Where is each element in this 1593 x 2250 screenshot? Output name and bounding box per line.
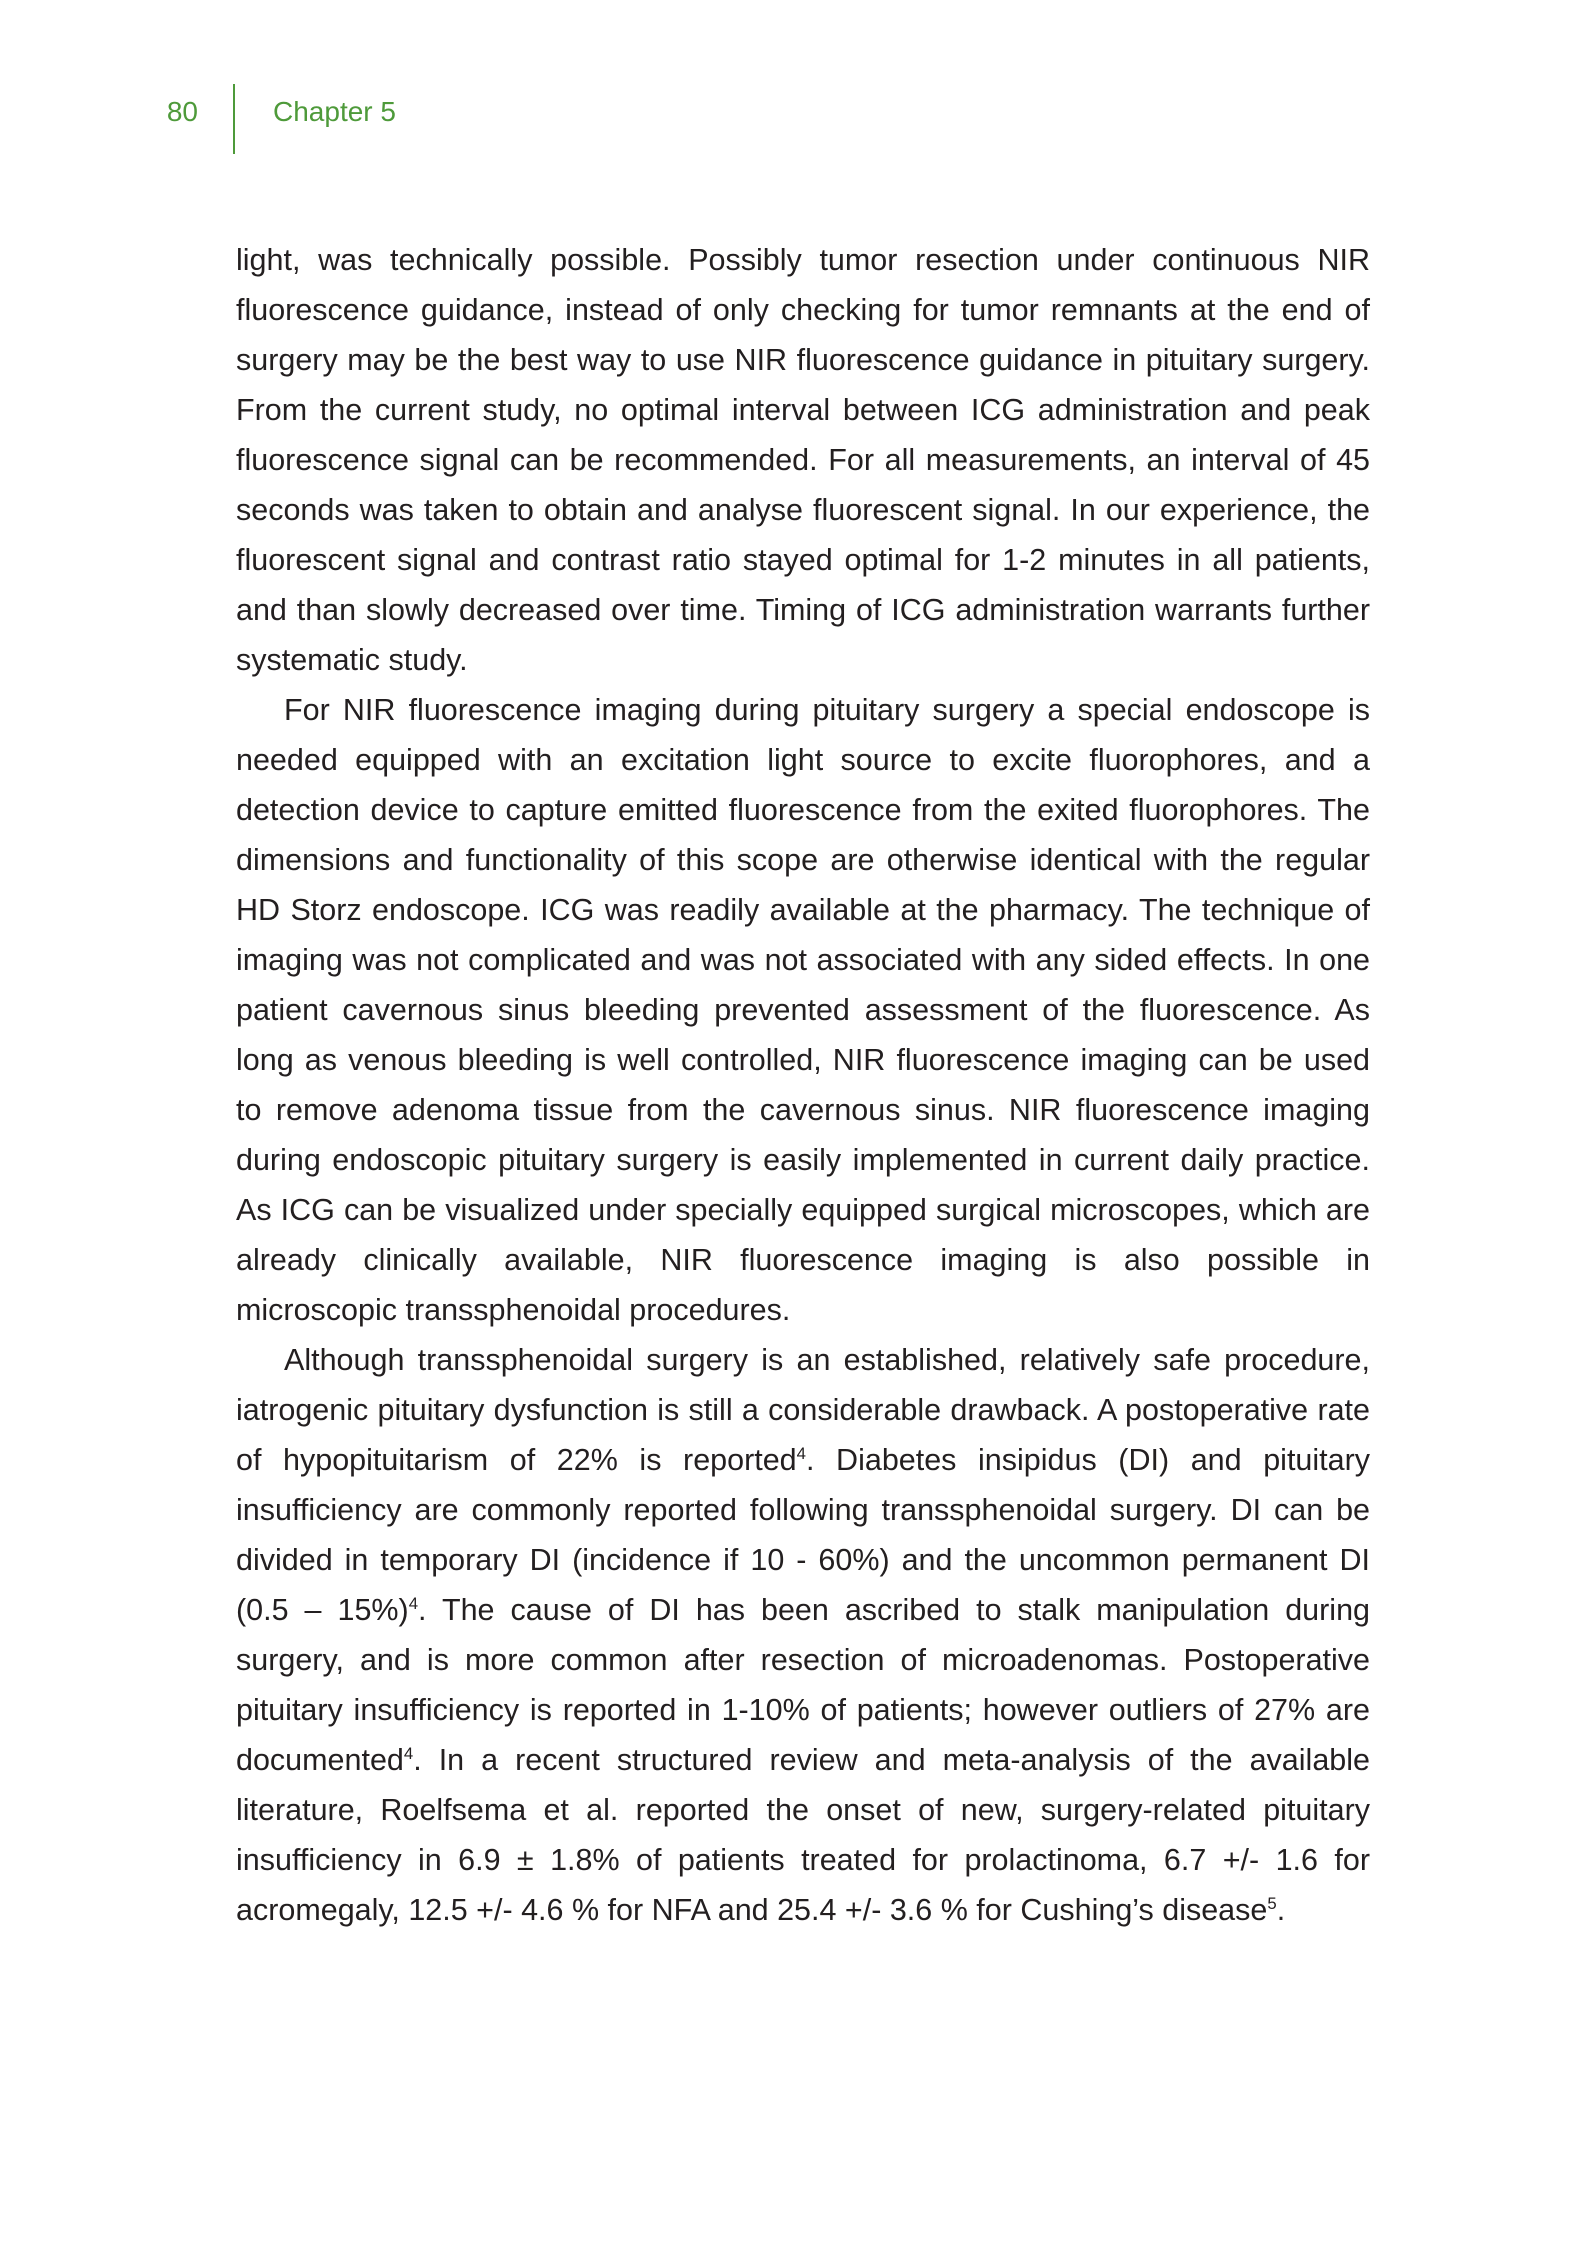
- paragraph-3: [236, 1335, 1370, 1935]
- body-text: [236, 235, 1370, 1935]
- page-number: 80: [166, 96, 198, 127]
- paragraph-3-text-3: . The cause of DI has been ascribed to stalk manipulation during surgery, and is more common after resection of microadenomas. Postoperative pituitary insufficiency is reported in 1-10% of patients; however outliers of 27% are documented: [236, 1593, 1370, 1777]
- paragraph-3-text-4: . In a recent structured review and meta-analysis of the available literature, Roelfsema et al. reported the onset of new, surgery-related pituitary insufficiency in 6.9 ± 1.8% of patients treated for prolactinoma, 6.7 +/- 1.6 for acromegaly, 12.5 +/- 4.6 % for NFA and 25.4 +/- 3.6 % for Cushing’s disease: [236, 1743, 1370, 1927]
- paragraph-1: light, was technically possible. Possibly tumor resection under continuous NIR fluorescence guidance, instead of only checking for tumor remnants at the end of surgery may be the best way to use NIR fluorescence guidance in pituitary surgery. From the current study, no optimal interval between ICG administration and peak fluorescence signal can be recommended. For all measurements, an interval of 45 seconds was taken to obtain and analyse fluorescent signal. In our experience, the fluorescent signal and contrast ratio stayed optimal for 1-2 minutes in all patients, and than slowly decreased over time. Timing of ICG administration warrants further systematic study.: [236, 243, 1370, 677]
- reference-marker: 4: [796, 1443, 806, 1463]
- reference-marker: 4: [403, 1743, 414, 1763]
- header-divider: [233, 84, 235, 154]
- running-head: [0, 92, 1593, 162]
- paragraph-3-text-5: .: [1276, 1893, 1286, 1927]
- paragraph-3-text-1: Although transsphenoidal surgery is an established, relatively safe procedure, iatrogenic pituitary dysfunction is still a considerable drawback. A postoperative rate of hypopituitarism of 22% is reported: [236, 1343, 1370, 1477]
- paragraph-3-text-2: . Diabetes insipidus (DI) and pituitary insufficiency are commonly reported following transsphenoidal surgery. DI can be divided in temporary DI (incidence if 10 - 60%) and the uncommon permanent DI (0.5 – 15%): [236, 1443, 1370, 1627]
- chapter-label: Chapter 5: [273, 96, 396, 127]
- paragraph-2: For NIR fluorescence imaging during pituitary surgery a special endoscope is needed equipped with an excitation light source to excite fluorophores, and a detection device to capture emitted fluorescence from the exited fluorophores. The dimensions and functionality of this scope are otherwise identical with the regular HD Storz endoscope. ICG was readily available at the pharmacy. The technique of imaging was not complicated and was not associated with any sided effects. In one patient cavernous sinus bleeding prevented assessment of the fluorescence. As long as venous bleeding is well controlled, NIR fluorescence imaging can be used to remove adenoma tissue from the cavernous sinus. NIR fluorescence imaging during endoscopic pituitary surgery is easily implemented in current daily practice. As ICG can be visualized under specially equipped surgical microscopes, which are already clinically available, NIR fluorescence imaging is also possible in microscopic transsphenoidal procedures.: [236, 693, 1370, 1327]
- reference-marker: 4: [408, 1593, 419, 1613]
- reference-marker: 5: [1267, 1893, 1277, 1913]
